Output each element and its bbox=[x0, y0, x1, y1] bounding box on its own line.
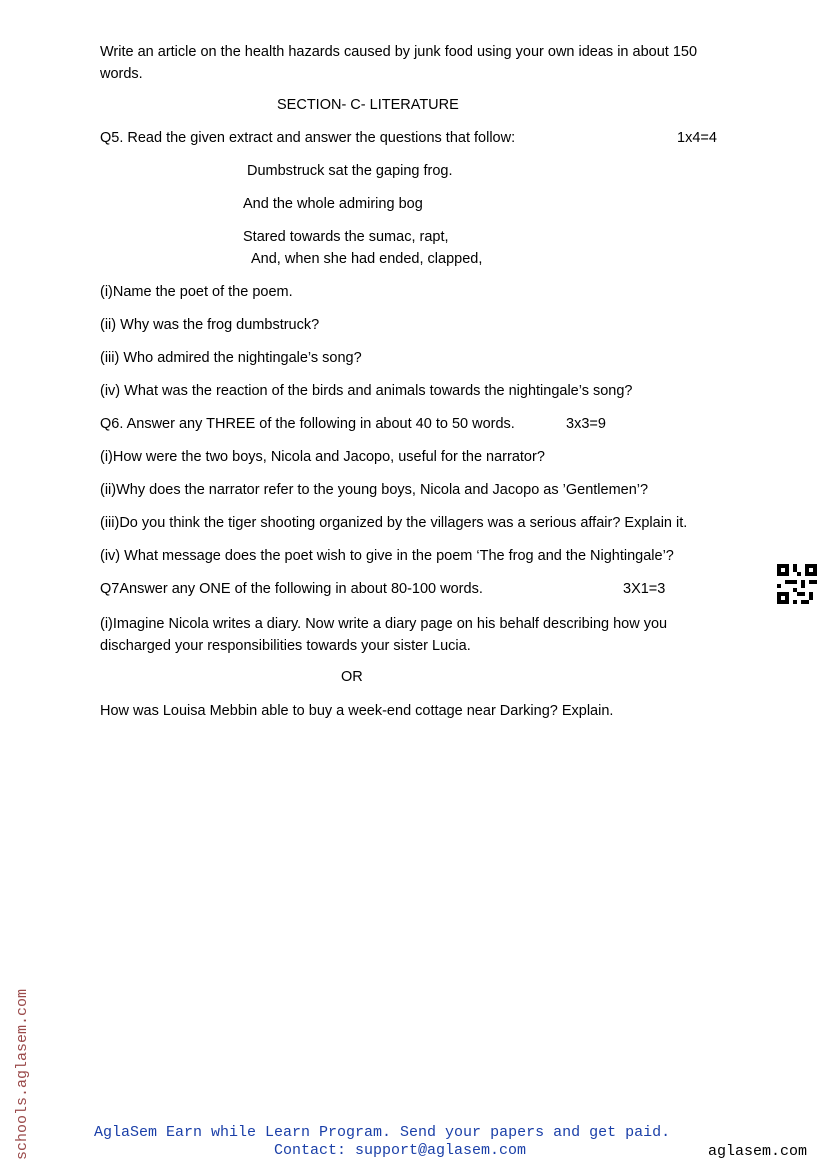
footer-brand: aglasem.com bbox=[708, 1143, 808, 1160]
section-heading: SECTION- C- LITERATURE bbox=[277, 97, 459, 113]
poem-line-3: Stared towards the sumac, rapt, bbox=[243, 229, 449, 245]
q5-question-3: (iii) Who admired the nightingale’s song? bbox=[100, 350, 362, 366]
qr-code-icon bbox=[777, 564, 817, 604]
footer-contact: Contact: support@aglasem.com bbox=[274, 1142, 527, 1159]
poem-line-4: And, when she had ended, clapped, bbox=[251, 251, 483, 267]
q7-or: OR bbox=[341, 669, 363, 685]
poem-line-1: Dumbstruck sat the gaping frog. bbox=[247, 163, 453, 179]
q5-question-1: (i)Name the poet of the poem. bbox=[100, 284, 293, 300]
q5-marks: 1x4=4 bbox=[677, 130, 717, 146]
article-prompt: Write an article on the health hazards caused by junk food using your own ideas in about 150 words. bbox=[100, 44, 698, 82]
q5-text: Q5. Read the given extract and answer the questions that follow: bbox=[100, 130, 516, 146]
q6-question-2: (ii)Why does the narrator refer to the young boys, Nicola and Jacopo as ’Gentlemen’? bbox=[100, 482, 649, 498]
q5-question-2: (ii) Why was the frog dumbstruck? bbox=[100, 317, 320, 333]
q6-question-4: (iv) What message does the poet wish to give in the poem ‘The frog and the Nightingale’? bbox=[100, 548, 674, 564]
q6-question-3: (iii)Do you think the tiger shooting organized by the villagers was a serious affair? Explain it. bbox=[100, 515, 688, 531]
q6-question-1: (i)How were the two boys, Nicola and Jacopo, useful for the narrator? bbox=[100, 449, 545, 465]
q7-option-1: (i)Imagine Nicola writes a diary. Now write a diary page on his behalf describing how you discharged your responsibilities towards your sister Lucia. bbox=[100, 616, 668, 654]
q7-text: Q7Answer any ONE of the following in about 80-100 words. bbox=[100, 581, 483, 597]
q5-question-4: (iv) What was the reaction of the birds and animals towards the nightingale’s song? bbox=[100, 383, 633, 399]
q6-text: Q6. Answer any THREE of the following in about 40 to 50 words. bbox=[100, 416, 515, 432]
poem-line-2: And the whole admiring bog bbox=[243, 196, 423, 212]
side-watermark: schools.aglasem.com bbox=[14, 988, 31, 1160]
q7-option-2: How was Louisa Mebbin able to buy a week-end cottage near Darking? Explain. bbox=[100, 703, 614, 719]
footer-promo: AglaSem Earn while Learn Program. Send your papers and get paid. bbox=[94, 1124, 671, 1141]
q7-marks: 3X1=3 bbox=[623, 581, 666, 597]
q6-marks: 3x3=9 bbox=[566, 416, 606, 432]
